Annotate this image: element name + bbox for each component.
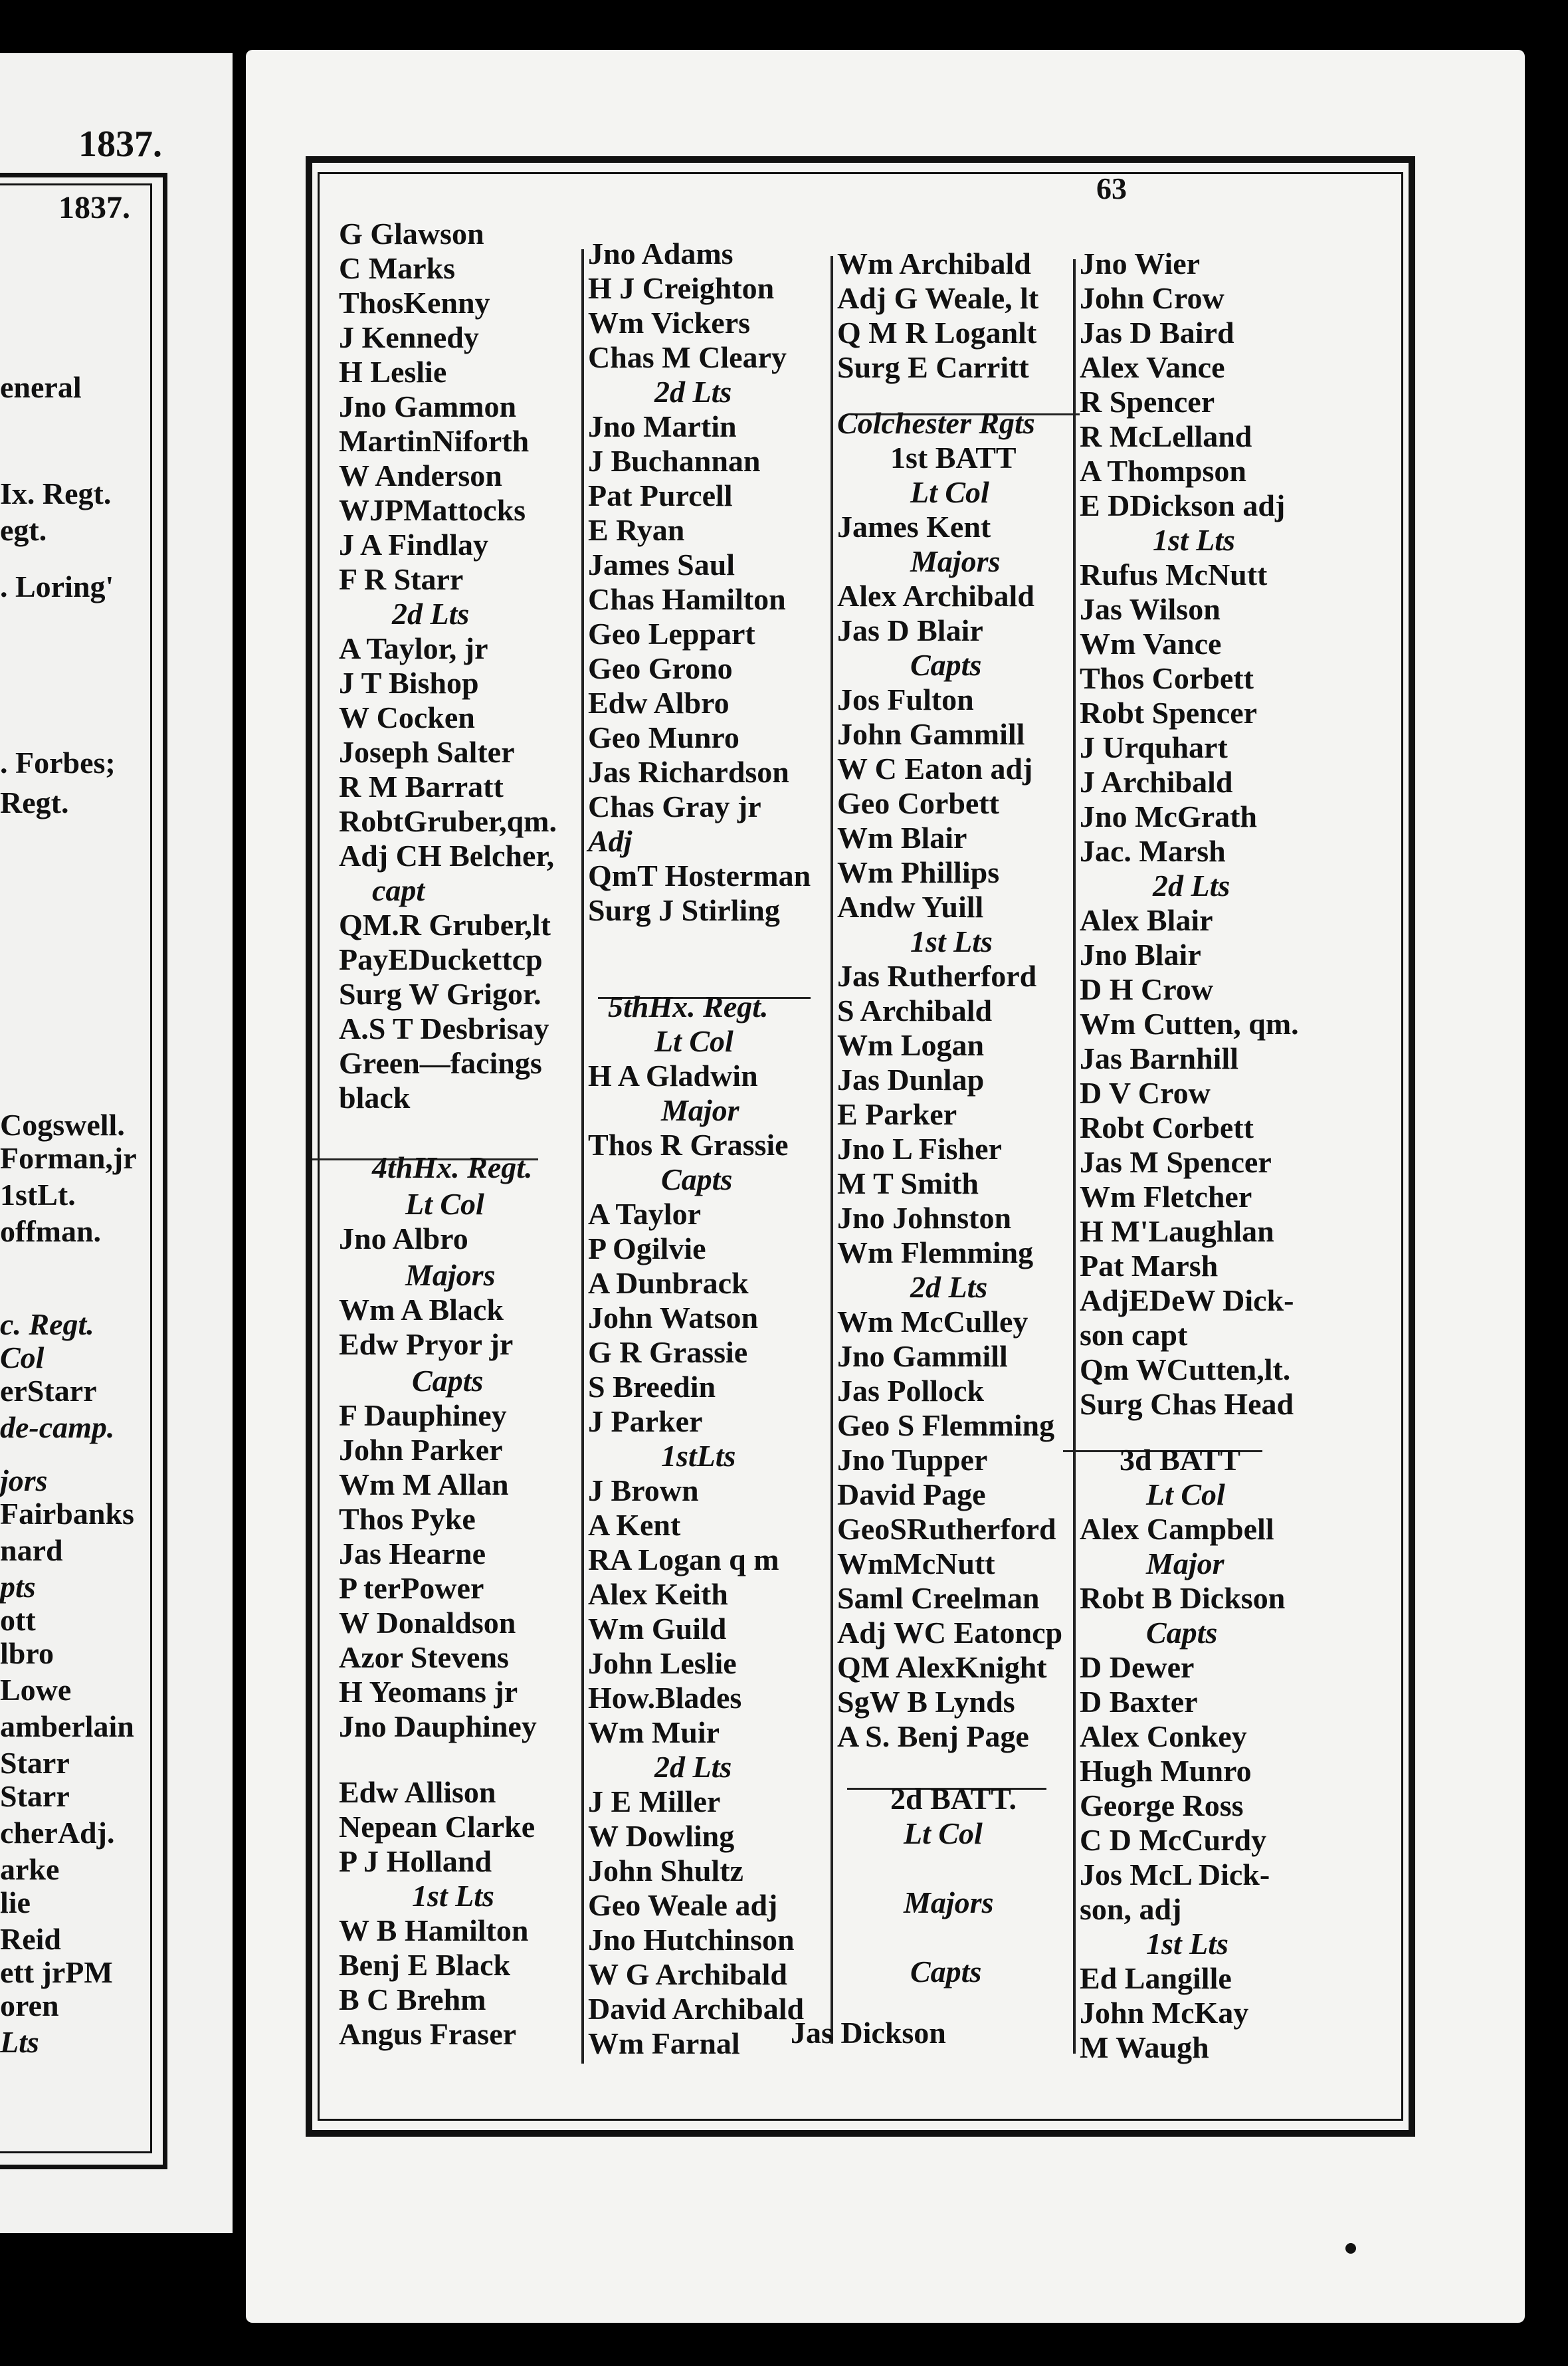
roster-entry: Capts — [1146, 1616, 1218, 1650]
roster-entry: RobtGruber,qm. — [339, 804, 557, 838]
roster-entry: GeoSRutherford — [837, 1512, 1056, 1546]
roster-entry: Geo Munro — [588, 720, 739, 754]
left-page-line: arke — [0, 1852, 60, 1886]
roster-entry: Jno Tupper — [837, 1443, 988, 1477]
roster-entry: D V Crow — [1080, 1076, 1211, 1110]
left-page-line: Col — [0, 1341, 45, 1374]
roster-entry: W Dowling — [588, 1819, 735, 1853]
roster-entry: H Yeomans jr — [339, 1675, 518, 1709]
roster-entry: Alex Vance — [1080, 350, 1225, 384]
roster-entry: WmMcNutt — [837, 1547, 995, 1580]
left-page-line: Ix. Regt. — [0, 477, 112, 510]
roster-entry: Qm WCutten,lt. — [1080, 1352, 1291, 1386]
roster-entry: James Saul — [588, 548, 735, 582]
roster-entry: H A Gladwin — [588, 1059, 758, 1093]
roster-entry: Wm M Allan — [339, 1467, 509, 1501]
roster-entry: Chas M Cleary — [588, 340, 787, 374]
roster-entry: SgW B Lynds — [837, 1685, 1015, 1719]
roster-entry: Wm Phillips — [837, 855, 1000, 889]
roster-entry: capt — [372, 873, 425, 907]
roster-entry: 4thHx. Regt. — [372, 1150, 533, 1184]
roster-entry: E DDickson adj — [1080, 488, 1286, 522]
roster-entry: Geo S Flemming — [837, 1408, 1055, 1442]
left-page-line: Lowe — [0, 1673, 72, 1707]
roster-entry: Wm A Black — [339, 1293, 504, 1327]
roster-entry: Edw Allison — [339, 1775, 496, 1809]
left-page-line: . Loring' — [0, 570, 114, 603]
roster-entry: 2d Lts — [654, 1750, 732, 1784]
roster-entry: A Taylor, jr — [339, 631, 488, 665]
roster-entry: C D McCurdy — [1080, 1823, 1267, 1857]
roster-entry: Colchester Rgts — [837, 406, 1035, 440]
roster-entry: C Marks — [339, 251, 456, 285]
roster-entry: Jos Fulton — [837, 683, 974, 716]
roster-entry: E Ryan — [588, 513, 685, 547]
left-page-line: ott — [0, 1603, 36, 1637]
roster-entry: Jno L Fisher — [837, 1132, 1002, 1166]
roster-entry: J Urquhart — [1080, 730, 1228, 764]
roster-entry: Jas Dickson — [791, 2016, 946, 2050]
roster-entry: H M'Laughlan — [1080, 1214, 1274, 1248]
roster-entry: Wm McCulley — [837, 1305, 1029, 1339]
roster-entry: Jno Martin — [588, 409, 737, 443]
roster-entry: Rufus McNutt — [1080, 558, 1268, 592]
left-page-line: erStarr — [0, 1374, 97, 1408]
roster-entry: Jas Dunlap — [837, 1063, 985, 1097]
roster-entry: 1st Lts — [1146, 1927, 1228, 1961]
left-page-line: Regt. — [0, 786, 69, 819]
left-page-line: Forman,jr — [0, 1141, 137, 1175]
roster-entry: M T Smith — [837, 1166, 979, 1200]
roster-entry: Chas Gray jr — [588, 790, 761, 823]
roster-entry: Adj G Weale, lt — [837, 281, 1039, 315]
roster-entry: Surg Chas Head — [1080, 1387, 1294, 1421]
roster-entry: Green—facings — [339, 1046, 542, 1080]
roster-entry: John Gammill — [837, 717, 1025, 751]
roster-entry: Wm Cutten, qm. — [1080, 1007, 1299, 1041]
roster-entry: How.Blades — [588, 1681, 742, 1715]
column-divider — [831, 256, 833, 2044]
roster-entry: Capts — [910, 1955, 982, 1989]
roster-entry: Jac. Marsh — [1080, 834, 1226, 868]
roster-entry: Lt Col — [654, 1024, 734, 1058]
roster-entry: QM AlexKnight — [837, 1650, 1047, 1684]
roster-entry: G Glawson — [339, 217, 484, 251]
left-page-line: offman. — [0, 1214, 102, 1248]
roster-entry: 1st BATT — [890, 441, 1017, 475]
roster-entry: John Shultz — [588, 1854, 743, 1887]
roster-entry: Nepean Clarke — [339, 1810, 536, 1844]
roster-entry: W G Archibald — [588, 1957, 787, 1991]
left-page-line: . Forbes; — [0, 746, 116, 780]
left-page-line: 1stLt. — [0, 1178, 76, 1212]
roster-entry: Adj — [588, 824, 633, 858]
ink-dot — [1345, 2243, 1356, 2254]
roster-entry: Adj CH Belcher, — [339, 839, 555, 873]
roster-entry: J Archibald — [1080, 765, 1233, 799]
left-page-line: pts — [0, 1570, 36, 1604]
page-number: 63 — [1096, 171, 1127, 205]
left-page-line: de-camp. — [0, 1410, 115, 1444]
roster-entry: 1st Lts — [1153, 523, 1235, 557]
roster-entry: Adj WC Eatoncp — [837, 1616, 1063, 1650]
roster-entry: Geo Grono — [588, 651, 733, 685]
roster-entry: Capts — [661, 1162, 733, 1196]
roster-entry: Majors — [904, 1885, 994, 1919]
roster-entry: Jos McL Dick- — [1080, 1858, 1270, 1891]
roster-entry: A Thompson — [1080, 454, 1247, 488]
roster-entry: Jno Albro — [339, 1222, 468, 1255]
left-page-line: nard — [0, 1533, 63, 1567]
roster-entry: black — [339, 1081, 411, 1115]
roster-entry: Thos Pyke — [339, 1502, 476, 1536]
roster-entry: W Cocken — [339, 700, 475, 734]
roster-entry: Wm Guild — [588, 1612, 727, 1646]
roster-entry: 3d BATT — [1120, 1443, 1240, 1477]
roster-entry: George Ross — [1080, 1788, 1244, 1822]
left-page-line: Fairbanks — [0, 1497, 134, 1531]
roster-entry: D Baxter — [1080, 1685, 1198, 1719]
roster-entry: Robt Spencer — [1080, 696, 1258, 730]
roster-entry: Alex Campbell — [1080, 1512, 1274, 1546]
roster-entry: 2d Lts — [654, 375, 732, 409]
roster-entry: Jno Dauphiney — [339, 1709, 537, 1743]
roster-entry: QM.R Gruber,lt — [339, 908, 551, 942]
roster-entry: P terPower — [339, 1571, 484, 1605]
left-page-line: lie — [0, 1885, 31, 1919]
left-page-line: eneral — [0, 370, 82, 404]
roster-entry: Azor Stevens — [339, 1640, 509, 1674]
roster-entry: James Kent — [837, 510, 991, 544]
roster-entry: 5thHx. Regt. — [608, 990, 769, 1023]
roster-entry: 1st Lts — [412, 1879, 494, 1913]
roster-entry: Pat Purcell — [588, 479, 733, 512]
roster-entry: D H Crow — [1080, 972, 1214, 1006]
roster-entry: AdjEDeW Dick- — [1080, 1283, 1294, 1317]
roster-entry: Q M R Loganlt — [837, 316, 1037, 350]
roster-entry: A Taylor — [588, 1197, 702, 1231]
roster-entry: Jas D Blair — [837, 613, 983, 647]
roster-entry: John Crow — [1080, 281, 1225, 315]
roster-entry: Wm Flemming — [837, 1236, 1034, 1269]
roster-entry: Wm Muir — [588, 1715, 720, 1749]
column-divider — [581, 249, 584, 2064]
roster-entry: Lt Col — [904, 1816, 983, 1850]
left-page-line: Starr — [0, 1779, 70, 1813]
roster-entry: H J Creighton — [588, 271, 775, 305]
left-page-line: Starr — [0, 1746, 70, 1780]
left-page-line: egt. — [0, 513, 47, 547]
roster-entry: S Breedin — [588, 1370, 716, 1404]
roster-entry: 2d Lts — [1153, 869, 1230, 903]
roster-entry: J Parker — [588, 1404, 703, 1438]
roster-entry: Jno Hutchinson — [588, 1923, 795, 1957]
roster-entry: J Buchannan — [588, 444, 761, 478]
left-page-line: oren — [0, 1989, 59, 2022]
roster-entry: Jas M Spencer — [1080, 1145, 1272, 1179]
roster-entry: Jno Wier — [1080, 247, 1201, 280]
roster-entry: Jas Richardson — [588, 755, 789, 789]
roster-entry: R M Barratt — [339, 770, 504, 804]
roster-entry: A Kent — [588, 1508, 681, 1542]
roster-entry: B C Brehm — [339, 1983, 486, 2016]
roster-entry: 1st Lts — [910, 924, 993, 958]
roster-entry: Surg W Grigor. — [339, 977, 541, 1011]
left-page-line: c. Regt. — [0, 1307, 94, 1341]
roster-entry: Wm Archibald — [837, 247, 1031, 280]
roster-entry: Benj E Black — [339, 1948, 511, 1982]
roster-entry: A.S T Desbrisay — [339, 1012, 549, 1045]
roster-entry: John Watson — [588, 1301, 759, 1335]
roster-entry: Edw Albro — [588, 686, 730, 720]
roster-entry: Major — [1146, 1547, 1225, 1580]
roster-entry: Robt Corbett — [1080, 1111, 1254, 1144]
roster-entry: Alex Keith — [588, 1577, 728, 1611]
left-page-line: ett jrPM — [0, 1955, 113, 1989]
roster-entry: H Leslie — [339, 355, 447, 389]
page-year: 1837. — [78, 124, 162, 165]
roster-entry: 2d Lts — [910, 1270, 988, 1304]
left-page-year: 1837. — [58, 190, 130, 225]
roster-entry: S Archibald — [837, 994, 993, 1027]
roster-entry: A Dunbrack — [588, 1266, 749, 1300]
roster-entry: Jas Hearne — [339, 1537, 486, 1570]
roster-entry: Jas Barnhill — [1080, 1041, 1239, 1075]
roster-entry: Jas Rutherford — [837, 959, 1037, 993]
roster-entry: Alex Conkey — [1080, 1719, 1247, 1753]
roster-entry: Jas D Baird — [1080, 316, 1234, 350]
roster-entry: Lt Col — [910, 475, 989, 509]
left-page-line: jors — [0, 1463, 48, 1497]
roster-entry: G R Grassie — [588, 1335, 748, 1369]
roster-entry: Jas Wilson — [1080, 592, 1221, 626]
roster-entry: Wm Fletcher — [1080, 1180, 1252, 1214]
roster-entry: Robt B Dickson — [1080, 1581, 1286, 1615]
roster-entry: Thos R Grassie — [588, 1128, 789, 1162]
roster-entry: John Leslie — [588, 1646, 737, 1680]
roster-entry: F R Starr — [339, 562, 464, 596]
roster-entry: Chas Hamilton — [588, 582, 786, 616]
roster-entry: Jno Gammon — [339, 389, 517, 423]
roster-entry: W Donaldson — [339, 1606, 516, 1640]
left-page-line: Cogswell. — [0, 1108, 125, 1142]
roster-entry: Andw Yuill — [837, 890, 984, 924]
roster-entry: E Parker — [837, 1097, 957, 1131]
roster-entry: A S. Benj Page — [837, 1719, 1029, 1753]
roster-entry: John Parker — [339, 1433, 503, 1467]
roster-entry: Joseph Salter — [339, 735, 515, 769]
roster-entry: RA Logan q m — [588, 1543, 779, 1576]
roster-entry: Geo Weale adj — [588, 1888, 778, 1922]
roster-entry: Geo Corbett — [837, 786, 999, 820]
roster-entry: David Archibald — [588, 1992, 805, 2026]
roster-entry: Wm Blair — [837, 821, 967, 855]
roster-entry: J Kennedy — [339, 320, 479, 354]
left-page-fragment — [0, 53, 233, 2233]
roster-entry: Alex Blair — [1080, 903, 1213, 937]
roster-entry: Pat Marsh — [1080, 1249, 1219, 1283]
roster-entry: Jno Adams — [588, 237, 734, 270]
roster-entry: 2d BATT. — [890, 1782, 1017, 1816]
roster-entry: Geo Leppart — [588, 617, 755, 651]
left-page-line: Lts — [0, 2025, 39, 2059]
roster-entry: ThosKenny — [339, 286, 490, 320]
roster-entry: Alex Archibald — [837, 579, 1034, 613]
roster-entry: Jno McGrath — [1080, 800, 1258, 833]
left-page-line: lbro — [0, 1636, 54, 1670]
left-page-line: cherAdj. — [0, 1816, 115, 1850]
roster-entry: Jno Gammill — [837, 1339, 1008, 1373]
roster-entry: W B Hamilton — [339, 1913, 529, 1947]
roster-entry: F Dauphiney — [339, 1398, 507, 1432]
roster-entry: Hugh Munro — [1080, 1754, 1252, 1788]
roster-entry: W Anderson — [339, 459, 502, 492]
roster-entry: MartinNiforth — [339, 424, 530, 458]
roster-entry: 2d Lts — [392, 597, 470, 631]
roster-entry: P J Holland — [339, 1844, 492, 1878]
roster-entry: Ed Langille — [1080, 1961, 1232, 1995]
roster-entry: Capts — [412, 1364, 484, 1398]
roster-entry: J A Findlay — [339, 528, 488, 562]
roster-entry: Edw Pryor jr — [339, 1327, 514, 1361]
roster-entry: Surg E Carritt — [837, 350, 1029, 384]
roster-entry: Saml Creelman — [837, 1581, 1040, 1615]
roster-entry: John McKay — [1080, 1996, 1249, 2030]
roster-entry: Wm Vance — [1080, 627, 1222, 661]
roster-entry: WJPMattocks — [339, 493, 526, 527]
roster-entry: Lt Col — [1146, 1477, 1225, 1511]
roster-entry: W C Eaton adj — [837, 752, 1033, 786]
roster-entry: J E Miller — [588, 1784, 721, 1818]
roster-entry: J T Bishop — [339, 666, 479, 700]
roster-entry: son capt — [1080, 1318, 1188, 1352]
roster-entry: PayEDuckettcp — [339, 942, 543, 976]
column-divider — [1073, 259, 1076, 2054]
roster-entry: Wm Logan — [837, 1028, 985, 1062]
roster-entry: Thos Corbett — [1080, 661, 1254, 695]
roster-entry: Jas Pollock — [837, 1374, 985, 1408]
left-page-line: amberlain — [0, 1709, 134, 1743]
roster-entry: QmT Hosterman — [588, 859, 811, 893]
roster-entry: Surg J Stirling — [588, 893, 780, 927]
roster-entry: R Spencer — [1080, 385, 1215, 419]
roster-entry: David Page — [837, 1477, 986, 1511]
roster-entry: son, adj — [1080, 1892, 1182, 1926]
roster-entry: Jno Johnston — [837, 1201, 1012, 1235]
roster-entry: Lt Col — [405, 1187, 484, 1221]
roster-entry: Jno Blair — [1080, 938, 1201, 972]
roster-entry: 1stLts — [661, 1439, 736, 1473]
roster-entry: Wm Farnal — [588, 2026, 740, 2060]
roster-entry: D Dewer — [1080, 1650, 1195, 1684]
roster-entry: Wm Vickers — [588, 306, 751, 340]
roster-entry: Majors — [910, 544, 1001, 578]
roster-entry: M Waugh — [1080, 2030, 1209, 2064]
roster-entry: R McLelland — [1080, 419, 1252, 453]
roster-entry: P Ogilvie — [588, 1232, 706, 1265]
left-page-line: Reid — [0, 1922, 61, 1956]
roster-entry: Major — [661, 1093, 739, 1127]
roster-entry: Capts — [910, 648, 982, 682]
roster-entry: Majors — [405, 1258, 496, 1292]
roster-entry: J Brown — [588, 1473, 699, 1507]
roster-entry: Angus Fraser — [339, 2017, 517, 2051]
